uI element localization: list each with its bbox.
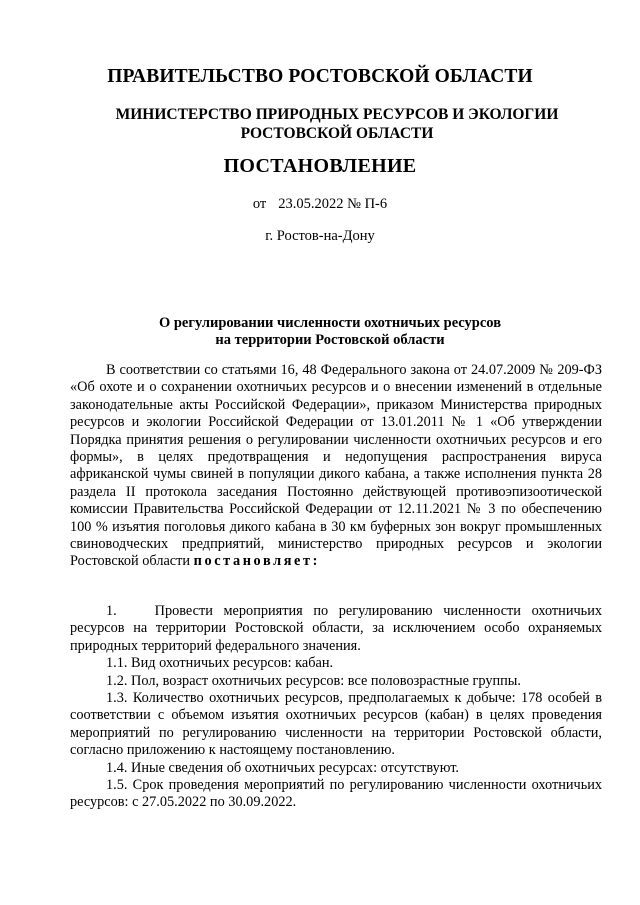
subject-line2: на территории Ростовской области (215, 332, 445, 348)
subject-line1: О регулировании численности охотничьих ресурсов (158, 315, 502, 331)
city: г. Ростов-на-Дону (265, 228, 375, 244)
resolution-items (70, 603, 602, 812)
date-number-line (0, 196, 640, 213)
item-text: Иные сведения об охотничьих ресурсах: отсутствуют. (131, 759, 459, 776)
resolves-word: постановляет: (193, 553, 320, 570)
item-text: Вид охотничьих ресурсов: кабан. (131, 655, 334, 672)
item-text: Количество охотничьих ресурсов, предполагаемых к добыче: 178 особей в соответствии с объемом изъятия охотничьих ресурсов (кабан) в целях проведения мероприятий по регулированию численности на территории Ростовской области, согласно приложению к настоящему постановлению. (70, 690, 603, 759)
date-prefix: от (252, 196, 267, 212)
item-text: Пол, возраст охотничьих ресурсов: все половозрастные группы. (131, 672, 521, 689)
item-number: 1.2. (106, 672, 128, 689)
item-number: 1.3. (106, 690, 128, 707)
ministry-title-line2: РОСТОВСКОЙ ОБЛАСТИ (240, 125, 434, 142)
list-item (70, 603, 602, 655)
list-item (70, 690, 602, 760)
preamble-text: В соответствии со статьями 16, 48 Федерального закона от 24.07.2009 № 209-ФЗ «Об охоте и о сохранении охотничьих ресурсов и о внесении изменений в отдельные законодательные акты Российской Федерации», приказом Министерства природных ресурсов и экологии Российской Федерации от 13.01.2011 № 1 «Об утверждении Порядка принятия решения о регулировании численности охотничьих ресурсов и его формы», в целях предотвращения и недопущения распространения вируса африканской чумы свиней в популяции дикого кабана, а также исполнения пункта 28 раздела II протокола заседания Постоянно действующей противоэпизоотической комиссии Правительства Российской Федерации от 12.11.2021 № 3 по обеспечению 100 % изъятия поголовья дикого кабана в 30 км буферных зон вокруг промышленных свиноводческих предприятий, министерство природных ресурсов и экологии Ростовской области (70, 362, 602, 570)
government-title: ПРАВИТЕЛЬСТВО РОСТОВСКОЙ ОБЛАСТИ (107, 66, 533, 87)
subject-title (120, 315, 540, 349)
ministry-title-line1: МИНИСТЕРСТВО ПРИРОДНЫХ РЕСУРСОВ И ЭКОЛОГИИ (115, 106, 559, 123)
date-number: 23.05.2022 № П-6 (278, 196, 388, 212)
list-item (70, 655, 602, 672)
document-type: ПОСТАНОВЛЕНИЕ (223, 155, 417, 177)
ministry-title (90, 105, 584, 143)
item-number: 1.1. (106, 655, 128, 672)
list-item (70, 760, 602, 777)
item-number: 1. (106, 603, 117, 619)
item-number: 1.4. (106, 759, 128, 776)
list-item (70, 777, 602, 812)
list-item (70, 673, 602, 690)
preamble (70, 362, 602, 571)
item-text: Срок проведения мероприятий по регулированию численности охотничьих ресурсов: с 27.05.2022 по 30.09.2022. (70, 777, 603, 811)
preamble-paragraph (70, 362, 602, 571)
item-text: Провести мероприятия по регулированию численности охотничьих ресурсов на территории Ростовской области, за исключением особо охраняемых природных территорий федерального значения. (70, 603, 602, 654)
item-number: 1.5. (106, 777, 128, 794)
